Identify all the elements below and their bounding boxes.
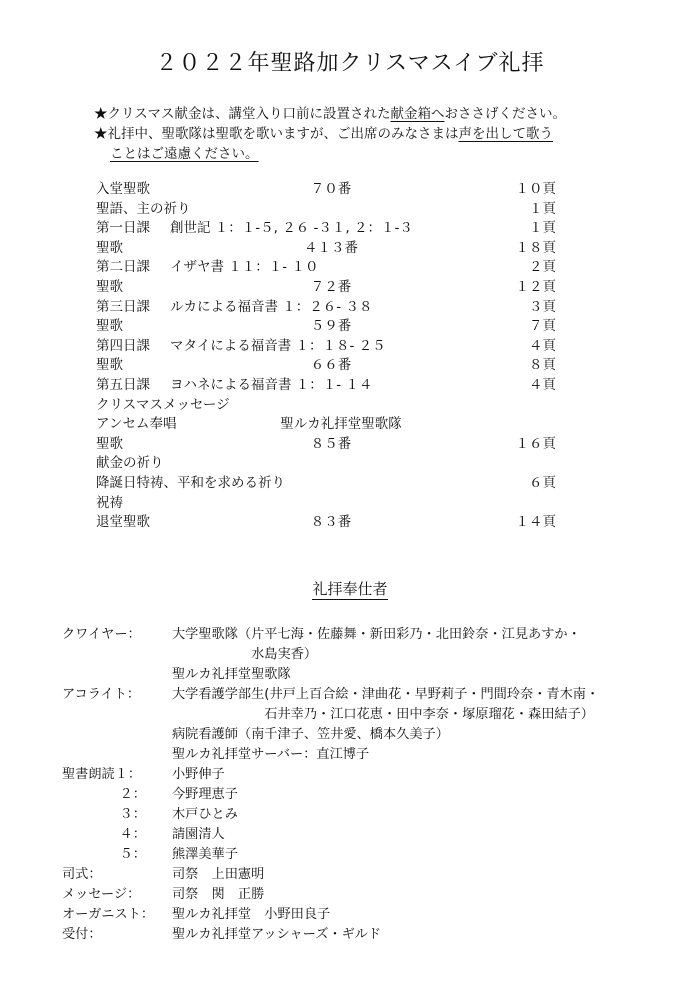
order-row bbox=[96, 278, 556, 298]
order-item-label: 第一日課 bbox=[96, 220, 150, 237]
minister-row bbox=[62, 705, 662, 725]
minister-name: 今野理恵子 bbox=[172, 787, 238, 802]
minister-name: 小野伸子 bbox=[172, 767, 225, 782]
order-item-detail: ７０番 bbox=[310, 181, 352, 197]
order-item-page: ４頁 bbox=[529, 376, 556, 393]
order-item-detail: ５９番 bbox=[310, 318, 352, 335]
reader-number: ４： bbox=[119, 827, 146, 842]
order-row bbox=[96, 474, 556, 494]
minister-name: 水島実香） bbox=[172, 647, 318, 662]
order-item-label: 聖歌 bbox=[96, 239, 123, 256]
minister-role: 受付： bbox=[62, 927, 102, 942]
order-item-page: １４頁 bbox=[515, 514, 556, 531]
order-row bbox=[96, 317, 556, 337]
order-row bbox=[96, 415, 556, 435]
note-offering bbox=[94, 104, 654, 124]
order-item-page: １頁 bbox=[529, 220, 556, 237]
minister-row bbox=[62, 865, 662, 885]
ministers-title bbox=[0, 578, 700, 599]
minister-row bbox=[62, 805, 662, 825]
minister-role: 司式： bbox=[62, 867, 102, 882]
order-item-reading: 創世記 １：１-５, ２６ -３１, ２：１-３ bbox=[170, 220, 413, 237]
minister-name: 大学聖歌隊（片平七海・佐藤舞・新田彩乃・北田鈴奈・江見あすか・ bbox=[172, 627, 581, 642]
order-item-label: 聖歌 bbox=[96, 357, 123, 374]
ministers-list bbox=[62, 625, 662, 945]
order-row bbox=[96, 219, 556, 239]
order-item-reading: ルカによる福音書 １：２６- ３８ bbox=[170, 298, 373, 315]
minister-role: クワイヤー： bbox=[62, 627, 141, 642]
minister-row bbox=[62, 625, 662, 645]
order-item-detail: 聖ルカ礼拝堂聖歌隊 bbox=[280, 416, 402, 433]
order-item-label: 献金の祈り bbox=[96, 455, 164, 472]
order-item-label: 聖歌 bbox=[96, 318, 123, 335]
note-offering-text-a: ★クリスマス献金は、講堂入り口前に設置された bbox=[94, 106, 391, 122]
order-item-label: 聖語、主の祈り bbox=[96, 200, 191, 217]
minister-role: メッセージ： bbox=[62, 887, 141, 902]
order-item-detail: ８３番 bbox=[310, 514, 352, 531]
minister-name: 聖ルカ礼拝堂アッシャーズ・ギルド bbox=[172, 927, 382, 942]
minister-name: 司祭 関 正勝 bbox=[172, 887, 265, 902]
order-item-page: ８頁 bbox=[529, 357, 556, 374]
order-item-label: 聖歌 bbox=[96, 278, 123, 295]
order-row bbox=[96, 435, 556, 455]
minister-name: 大学看護学部生(井戸上百合絵・津曲花・早野莉子・門間玲奈・青木南・ bbox=[172, 687, 600, 702]
order-item-reading: マタイによる福音書 １：１８- ２５ bbox=[170, 337, 386, 354]
order-row bbox=[96, 396, 556, 416]
minister-row bbox=[62, 725, 662, 745]
order-item-detail: ４１３番 bbox=[304, 239, 358, 256]
reader-number: ３： bbox=[119, 807, 146, 822]
order-item-label: クリスマスメッセージ bbox=[96, 396, 230, 413]
minister-row bbox=[62, 925, 662, 945]
order-item-label: 祝祷 bbox=[96, 494, 123, 511]
minister-role: 聖書朗読１： bbox=[62, 767, 142, 782]
order-row bbox=[96, 298, 556, 318]
order-item-label: 降誕日特祷、平和を求める祈り bbox=[96, 474, 285, 491]
minister-row bbox=[62, 825, 662, 845]
order-row bbox=[96, 239, 556, 259]
order-item-label: 入堂聖歌 bbox=[96, 181, 150, 197]
order-row bbox=[96, 513, 556, 533]
order-of-service bbox=[96, 180, 556, 533]
order-row bbox=[96, 258, 556, 278]
note-singing-cont bbox=[94, 144, 654, 164]
note-singing bbox=[94, 124, 654, 144]
order-item-page: １６頁 bbox=[515, 435, 556, 452]
order-item-detail: ７２番 bbox=[310, 278, 352, 295]
minister-name: 請園清人 bbox=[172, 827, 225, 842]
order-item-label: 聖歌 bbox=[96, 435, 123, 452]
order-item-page: ２頁 bbox=[529, 259, 556, 276]
page-title: ２０２２年聖路加クリスマスイブ礼拝 bbox=[155, 51, 545, 76]
order-row bbox=[96, 376, 556, 396]
order-item-page: １２頁 bbox=[515, 278, 556, 295]
minister-row bbox=[62, 905, 662, 925]
minister-name: 熊澤美華子 bbox=[172, 847, 238, 862]
service-notes bbox=[94, 104, 654, 164]
minister-name: 聖ルカ礼拝堂聖歌隊 bbox=[172, 667, 291, 682]
order-item-page: ４頁 bbox=[529, 337, 556, 354]
order-item-page: ３頁 bbox=[529, 298, 556, 315]
note-offering-box: 献金箱へ bbox=[390, 106, 445, 122]
minister-row bbox=[62, 785, 662, 805]
minister-row bbox=[62, 685, 662, 705]
minister-row bbox=[62, 645, 662, 665]
minister-row bbox=[62, 765, 662, 785]
order-item-detail: ６６番 bbox=[310, 357, 352, 374]
minister-name: 司祭 上田憲明 bbox=[172, 867, 265, 882]
order-item-label: 第三日課 bbox=[96, 298, 150, 315]
order-row bbox=[96, 356, 556, 376]
minister-name: 聖ルカ礼拝堂サーバー：直江博子 bbox=[172, 747, 370, 762]
minister-role: アコライト： bbox=[62, 687, 141, 702]
order-item-label: アンセム奉唱 bbox=[96, 416, 177, 433]
order-row bbox=[96, 180, 556, 200]
note-offering-text-b: おささげください。 bbox=[444, 106, 566, 122]
minister-name: 木戸ひとみ bbox=[172, 807, 238, 822]
order-row bbox=[96, 454, 556, 474]
order-item-reading: イザヤ書 １１：１- １０ bbox=[170, 259, 319, 276]
order-item-label: 第五日課 bbox=[96, 376, 150, 393]
minister-row bbox=[62, 845, 662, 865]
minister-name: 石井幸乃・江口花恵・田中李奈・塚原瑠花・森田結子） bbox=[172, 707, 594, 722]
order-item-reading: ヨハネによる福音書 １：１- １４ bbox=[170, 376, 373, 393]
order-item-label: 第四日課 bbox=[96, 337, 150, 354]
note-singing-text-a: ★礼拝中、聖歌隊は聖歌を歌いますが、ご出席のみなさまは bbox=[94, 126, 459, 142]
order-item-label: 第二日課 bbox=[96, 259, 150, 276]
order-item-page: １０頁 bbox=[515, 181, 556, 197]
minister-row bbox=[62, 745, 662, 765]
minister-name: 病院看護師（南千津子、笠井愛、橋本久美子） bbox=[172, 727, 449, 742]
reader-number: ２： bbox=[119, 787, 146, 802]
order-item-page: ７頁 bbox=[529, 318, 556, 335]
order-item-page: １８頁 bbox=[515, 239, 556, 256]
order-item-detail: ８５番 bbox=[310, 435, 352, 452]
order-row bbox=[96, 337, 556, 357]
order-item-page: ６頁 bbox=[529, 474, 556, 491]
order-item-page: １頁 bbox=[529, 200, 556, 217]
minister-name: 聖ルカ礼拝堂 小野田良子 bbox=[172, 907, 331, 922]
note-singing-underlined-2: ことはご遠慮ください。 bbox=[110, 146, 259, 162]
order-row bbox=[96, 494, 556, 514]
reader-number: ５： bbox=[119, 847, 146, 862]
ministers-title-text: 礼拝奉仕者 bbox=[312, 580, 388, 598]
order-item-label: 退堂聖歌 bbox=[96, 514, 150, 531]
minister-row bbox=[62, 885, 662, 905]
order-row bbox=[96, 200, 556, 220]
minister-role: オーガニスト： bbox=[62, 907, 155, 922]
minister-row bbox=[62, 665, 662, 685]
note-singing-underlined: 声を出して歌う bbox=[458, 126, 553, 142]
